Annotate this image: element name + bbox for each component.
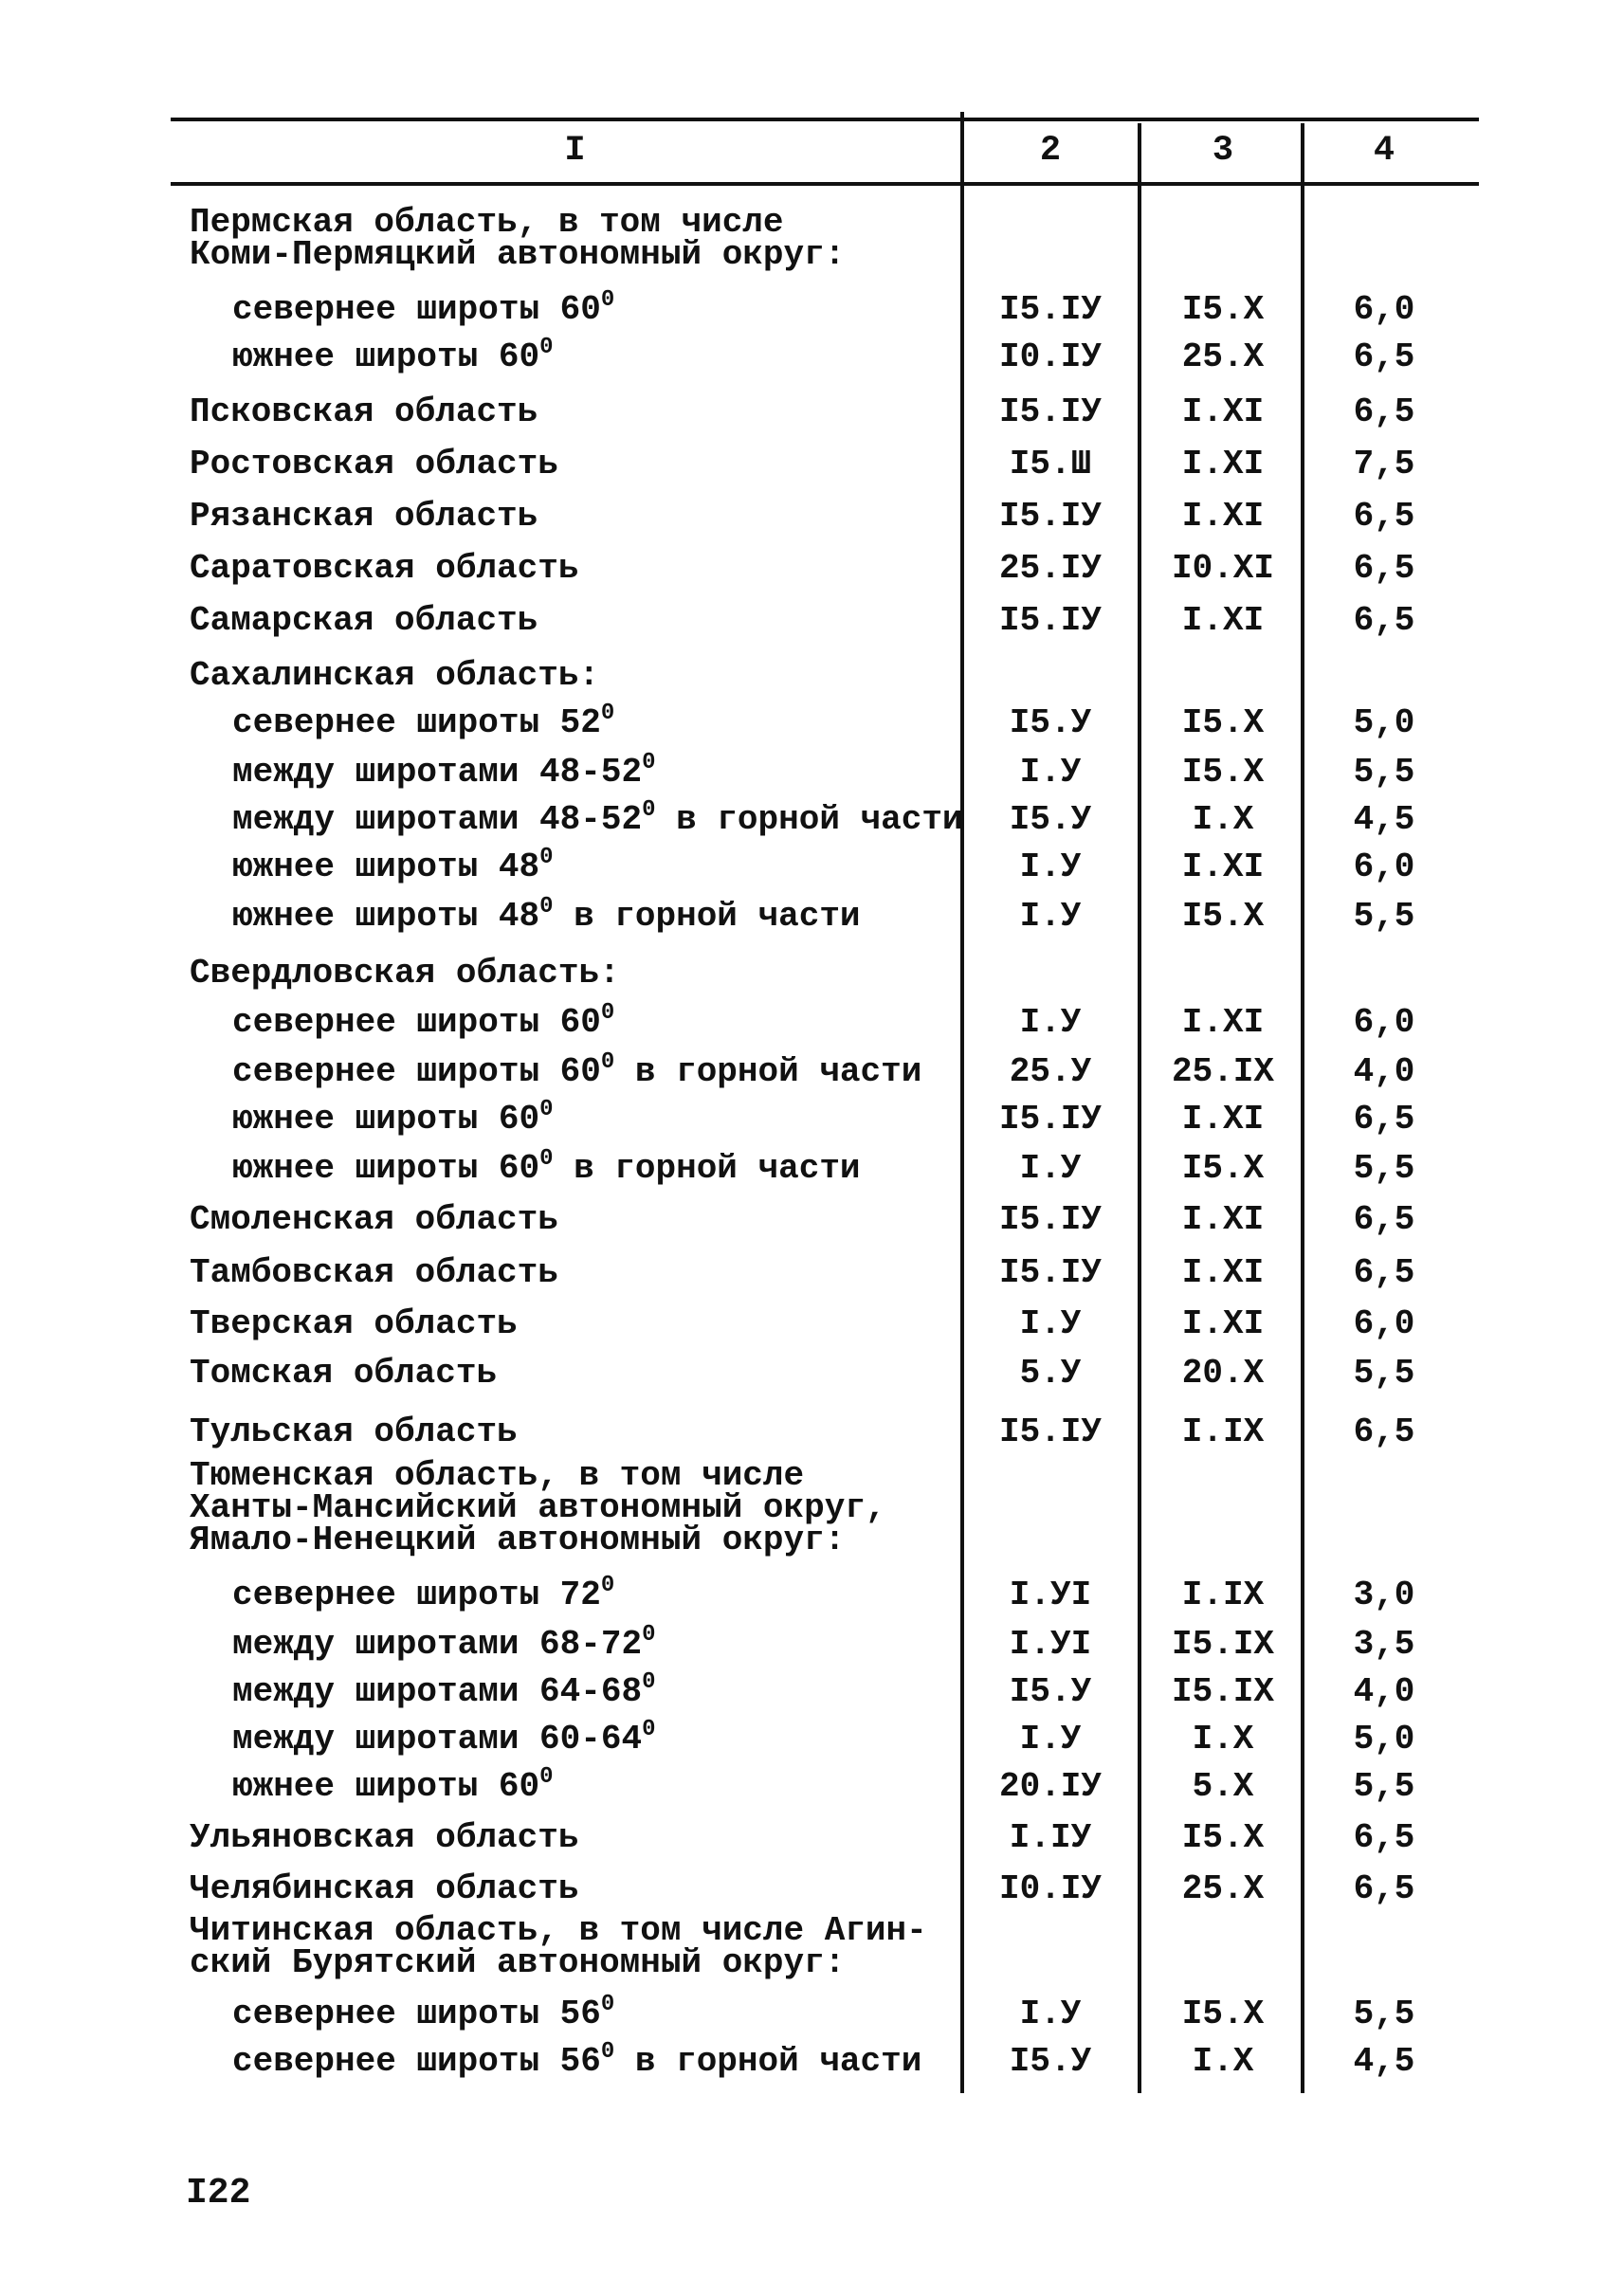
table-row: [0, 1989, 1623, 2042]
value-cell: 6,5: [1353, 392, 1415, 431]
value-cell: 5,5: [1353, 753, 1415, 792]
table-row: [0, 203, 1623, 274]
degree-superscript: 0: [642, 1717, 656, 1742]
row-label-tail: в горной части: [553, 1149, 861, 1188]
header-col-4: 4: [1373, 131, 1395, 171]
end-date-cell: I5.X: [1181, 1995, 1265, 2033]
row-label: [190, 445, 558, 483]
table-row: [0, 1407, 1623, 1460]
row-label-text: севернее широты 56: [232, 1995, 601, 2033]
row-label: [190, 203, 846, 274]
table-top-rule: [171, 118, 1479, 121]
end-date-cell: 20.X: [1181, 1354, 1265, 1393]
row-label: [232, 1000, 615, 1042]
value-cell: 6,5: [1353, 601, 1415, 640]
end-date-cell: 25.X: [1181, 1869, 1265, 1908]
degree-superscript: 0: [539, 1146, 554, 1172]
row-label: [190, 549, 578, 588]
row-label-text: Челябинская область: [190, 1869, 579, 1908]
row-label-text: Тверская область: [190, 1304, 518, 1343]
start-date-cell: I5.У: [1009, 1672, 1092, 1711]
degree-superscript: 0: [600, 1573, 615, 1598]
end-date-cell: I5.IX: [1171, 1672, 1275, 1711]
row-label-text: севернее широты 56: [232, 2042, 601, 2081]
end-date-cell: I.XI: [1181, 445, 1265, 483]
row-label-text: Томская область: [190, 1354, 498, 1393]
value-cell: 6,0: [1353, 290, 1415, 329]
table-row: [0, 595, 1623, 648]
start-date-cell: I5.IУ: [998, 392, 1103, 431]
row-label: [190, 1354, 497, 1393]
table-row: [0, 1348, 1623, 1401]
degree-superscript: 0: [642, 750, 656, 775]
end-date-cell: I.X: [1192, 2042, 1254, 2081]
degree-superscript: 0: [642, 1622, 656, 1648]
row-label-text: Тульская область: [190, 1412, 518, 1451]
row-label-text: севернее широты 60: [232, 1003, 601, 1042]
table-row: [0, 948, 1623, 1001]
value-cell: 6,0: [1353, 1304, 1415, 1343]
row-label-text: Ростовская область: [190, 445, 558, 483]
start-date-cell: 25.У: [1009, 1052, 1092, 1091]
table-row: [0, 1299, 1623, 1352]
row-label: [232, 1146, 861, 1188]
page-number: I22: [186, 2173, 251, 2214]
degree-superscript: 0: [642, 797, 656, 823]
row-label-text: между широтами 60-64: [232, 1720, 643, 1758]
end-date-cell: I5.IX: [1171, 1625, 1275, 1664]
table-row: [0, 747, 1623, 800]
degree-superscript: 0: [539, 1097, 554, 1122]
row-label: [232, 703, 614, 742]
value-cell: 6,0: [1353, 847, 1415, 886]
table-row: [0, 650, 1623, 703]
start-date-cell: I5.IУ: [998, 290, 1103, 329]
table-row: [0, 794, 1623, 847]
value-cell: 5,5: [1353, 897, 1415, 936]
value-cell: 5,5: [1353, 1149, 1415, 1188]
table-row: [0, 491, 1623, 544]
row-label: [190, 497, 538, 536]
table-row: [0, 543, 1623, 596]
value-cell: 5,0: [1353, 1720, 1415, 1758]
row-label: [232, 1764, 554, 1806]
row-label-text: севернее широты 60: [232, 290, 601, 329]
value-cell: 5,0: [1353, 703, 1415, 742]
start-date-cell: I.У: [1019, 753, 1082, 792]
row-label: [190, 1253, 558, 1292]
degree-superscript: 0: [642, 1669, 656, 1695]
start-date-cell: I5.У: [1009, 2042, 1092, 2081]
row-label: [190, 392, 538, 431]
table-row: [0, 1761, 1623, 1814]
row-label: [232, 1669, 656, 1711]
table-row: [0, 1570, 1623, 1623]
table-row: [0, 1047, 1623, 1100]
end-date-cell: I.IX: [1181, 1576, 1265, 1614]
table-row: [0, 284, 1623, 337]
start-date-cell: I5.Ш: [1009, 445, 1092, 483]
value-cell: 6,5: [1353, 337, 1415, 376]
end-date-cell: I5.X: [1181, 290, 1265, 329]
end-date-cell: I.XI: [1181, 1200, 1265, 1239]
row-label-text: Пермская область, в том числе Коми-Пермяцкий автономный округ:: [190, 203, 846, 274]
value-cell: 4,5: [1353, 800, 1415, 839]
row-label: [232, 1573, 615, 1614]
degree-superscript: 0: [600, 2039, 615, 2065]
start-date-cell: I.У: [1019, 1149, 1082, 1188]
end-date-cell: I.XI: [1181, 1253, 1265, 1292]
row-label: [190, 1200, 558, 1239]
row-label-text: севернее широты 72: [232, 1576, 601, 1614]
end-date-cell: I.X: [1192, 800, 1254, 839]
table-row: [0, 1714, 1623, 1767]
table-row: [0, 997, 1623, 1050]
row-label: [232, 1097, 554, 1139]
end-date-cell: I.XI: [1181, 392, 1265, 431]
row-label: [232, 847, 553, 886]
row-label-tail: в горной части: [614, 2042, 922, 2081]
end-date-cell: I5.X: [1181, 897, 1265, 936]
value-cell: 3,5: [1353, 1625, 1415, 1664]
value-cell: 5,5: [1353, 1767, 1415, 1806]
start-date-cell: I.У: [1019, 1995, 1082, 2033]
row-label-text: севернее широты 52: [232, 703, 601, 742]
table-row: [0, 1864, 1623, 1917]
end-date-cell: I.XI: [1181, 497, 1265, 536]
row-label-text: Ульяновская область: [190, 1818, 579, 1857]
row-label-text: Сахалинская область:: [190, 656, 600, 695]
start-date-cell: I5.IУ: [998, 1253, 1103, 1292]
row-label-text: южнее широты 60: [232, 337, 540, 376]
value-cell: 6,5: [1353, 1412, 1415, 1451]
value-cell: 4,5: [1353, 2042, 1415, 2081]
row-label-text: южнее широты 60: [232, 1100, 540, 1139]
row-label-text: Псковская область: [190, 392, 538, 431]
row-label-text: между широтами 68-72: [232, 1625, 643, 1664]
table-row: [0, 1619, 1623, 1672]
row-label: [232, 1717, 656, 1758]
value-cell: 6,5: [1353, 1200, 1415, 1239]
row-label: [232, 1049, 922, 1091]
row-label: [232, 2039, 922, 2081]
start-date-cell: I5.IУ: [998, 1200, 1103, 1239]
row-label: [190, 1911, 927, 1982]
end-date-cell: I5.X: [1181, 703, 1265, 742]
value-cell: 4,0: [1353, 1052, 1415, 1091]
row-label-text: между широтами 48-52: [232, 753, 643, 792]
row-label-text: Самарская область: [190, 601, 538, 640]
end-date-cell: I5.X: [1181, 1149, 1265, 1188]
degree-superscript: 0: [539, 335, 554, 360]
degree-superscript: 0: [539, 1764, 554, 1790]
degree-superscript: 0: [600, 1049, 615, 1075]
start-date-cell: I5.IУ: [998, 1412, 1103, 1451]
end-date-cell: I0.XI: [1171, 549, 1275, 588]
start-date-cell: I5.IУ: [998, 601, 1103, 640]
table-row: [0, 891, 1623, 944]
row-label: [190, 656, 599, 695]
start-date-cell: I.IУ: [1009, 1818, 1092, 1857]
row-label: [232, 797, 963, 839]
header-col-1: I: [564, 131, 586, 171]
row-label: [190, 1412, 518, 1451]
start-date-cell: I.У: [1019, 1003, 1082, 1042]
row-label-text: между широтами 48-52: [232, 800, 643, 839]
table-row: [0, 2036, 1623, 2089]
row-label-text: южнее широты 48: [232, 897, 540, 936]
header-col-3: 3: [1212, 131, 1234, 171]
row-label: [232, 1992, 615, 2033]
value-cell: 3,0: [1353, 1576, 1415, 1614]
start-date-cell: 5.У: [1019, 1354, 1082, 1393]
row-label: [190, 1304, 518, 1343]
row-label: [232, 337, 553, 376]
row-label: [190, 954, 620, 993]
value-cell: 6,5: [1353, 1818, 1415, 1857]
start-date-cell: I.У: [1019, 897, 1082, 936]
row-label-text: Саратовская область: [190, 549, 579, 588]
start-date-cell: I0.IУ: [998, 1869, 1103, 1908]
degree-superscript: 0: [600, 1000, 615, 1026]
value-cell: 5,5: [1353, 1354, 1415, 1393]
row-label: [190, 601, 538, 640]
table-header-rule: [171, 182, 1479, 186]
value-cell: 5,5: [1353, 1995, 1415, 2033]
start-date-cell: I5.IУ: [998, 497, 1103, 536]
table-row: [0, 332, 1623, 385]
degree-superscript: 0: [539, 894, 554, 920]
row-label: [190, 1869, 578, 1908]
table-row: [0, 439, 1623, 492]
start-date-cell: I.УI: [1009, 1576, 1092, 1614]
end-date-cell: I.XI: [1181, 1304, 1265, 1343]
value-cell: 6,5: [1353, 1100, 1415, 1139]
value-cell: 6,5: [1353, 1869, 1415, 1908]
end-date-cell: I.XI: [1181, 601, 1265, 640]
table-row: [0, 387, 1623, 440]
end-date-cell: I5.X: [1181, 1818, 1265, 1857]
row-label-tail: в горной части: [614, 1052, 922, 1091]
value-cell: 7,5: [1353, 445, 1415, 483]
end-date-cell: 5.X: [1192, 1767, 1254, 1806]
end-date-cell: I5.X: [1181, 753, 1265, 792]
start-date-cell: I.У: [1019, 1720, 1082, 1758]
end-date-cell: 25.X: [1181, 337, 1265, 376]
start-date-cell: 20.IУ: [998, 1767, 1103, 1806]
start-date-cell: I5.У: [1009, 703, 1092, 742]
end-date-cell: 25.IX: [1171, 1052, 1275, 1091]
row-label-text: Читинская область, в том числе Агин- ский Бурятский автономный округ:: [190, 1911, 927, 1982]
row-label-text: Тюменская область, в том числе Ханты-Мансийский автономный округ, Ямало-Ненецкий автономный округ:: [190, 1456, 886, 1559]
row-label-text: Тамбовская область: [190, 1253, 558, 1292]
end-date-cell: I.XI: [1181, 1003, 1265, 1042]
start-date-cell: I.У: [1019, 847, 1082, 886]
row-label: [232, 894, 861, 936]
end-date-cell: I.XI: [1181, 1100, 1265, 1139]
degree-superscript: 0: [600, 1992, 615, 2017]
row-label-text: Смоленская область: [190, 1200, 558, 1239]
end-date-cell: I.IX: [1181, 1412, 1265, 1451]
row-label-tail: в горной части: [655, 800, 963, 839]
row-label-text: южнее широты 60: [232, 1767, 540, 1806]
row-label-text: южнее широты 48: [232, 847, 540, 886]
value-cell: 6,5: [1353, 549, 1415, 588]
row-label-text: севернее широты 60: [232, 1052, 601, 1091]
row-label-tail: в горной части: [553, 897, 861, 936]
table-row: [0, 1094, 1623, 1147]
row-label: [190, 1818, 578, 1857]
table-row: [0, 842, 1623, 895]
row-label-text: между широтами 64-68: [232, 1672, 643, 1711]
table-row: [0, 1911, 1623, 1982]
row-label: [190, 1456, 886, 1559]
table-row: [0, 698, 1623, 751]
start-date-cell: I0.IУ: [998, 337, 1103, 376]
row-label: [232, 1622, 656, 1664]
degree-superscript: 0: [600, 287, 615, 313]
end-date-cell: I.XI: [1181, 847, 1265, 886]
start-date-cell: I5.У: [1009, 800, 1092, 839]
table-row: [0, 1194, 1623, 1248]
row-label-text: Рязанская область: [190, 497, 538, 536]
table-row: [0, 1248, 1623, 1301]
start-date-cell: 25.IУ: [998, 549, 1103, 588]
row-label: [232, 750, 656, 792]
value-cell: 6,5: [1353, 497, 1415, 536]
row-label-text: южнее широты 60: [232, 1149, 540, 1188]
table-row: [0, 1456, 1623, 1559]
header-col-2: 2: [1039, 131, 1062, 171]
degree-superscript: 0: [600, 701, 615, 726]
value-cell: 4,0: [1353, 1672, 1415, 1711]
table-row: [0, 1813, 1623, 1866]
row-label: [232, 287, 615, 329]
degree-superscript: 0: [539, 845, 554, 870]
row-label-text: Свердловская область:: [190, 954, 620, 993]
start-date-cell: I5.IУ: [998, 1100, 1103, 1139]
table-row: [0, 1667, 1623, 1720]
end-date-cell: I.X: [1192, 1720, 1254, 1758]
table-row: [0, 1143, 1623, 1196]
value-cell: 6,0: [1353, 1003, 1415, 1042]
start-date-cell: I.У: [1019, 1304, 1082, 1343]
value-cell: 6,5: [1353, 1253, 1415, 1292]
start-date-cell: I.УI: [1009, 1625, 1092, 1664]
